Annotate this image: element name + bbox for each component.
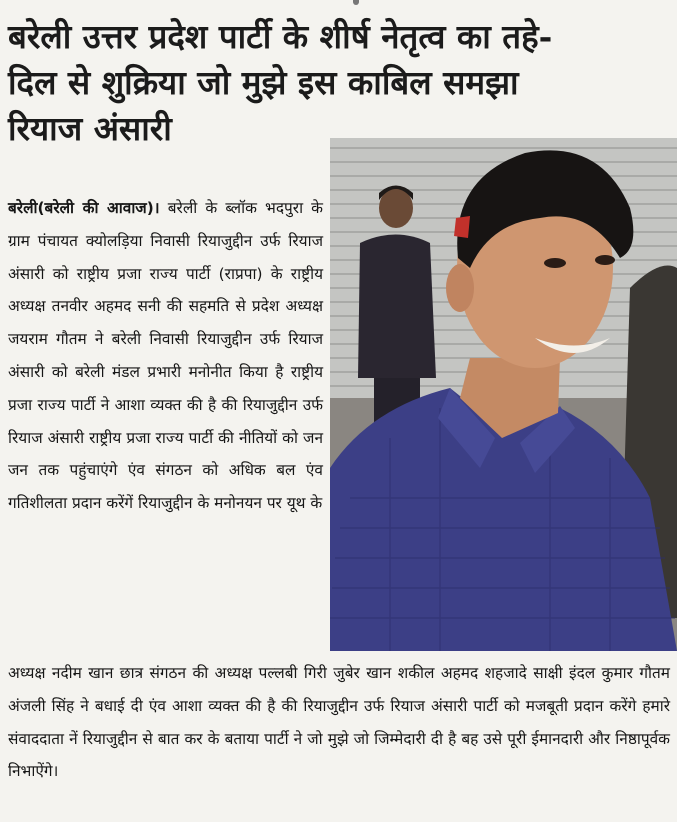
body-column-text: बरेली के ब्लॉक भदपुरा के ग्राम पंचायत क्योलड़िया निवासी रियाजुद्दीन उर्फ रियाज अंसारी को राष्ट्रीय प्रजा राज्य पार्टी (राप्रपा) के राष्ट्रीय अध्यक्ष तनवीर अहमद सनी की सहमति से प्रदेश अध्यक्ष जयराम गौतम ने बरेली निवासी रियाजुद्दीन उर्फ रियाज अंसारी को बरेली मंडल प्रभारी मनोनीत किया है राष्ट्रीय प्रजा राज्य पार्टी ने आशा व्यक्त की है की रियाजुद्दीन उर्फ रियाज अंसारी राष्ट्रीय प्रजा राज्य पार्टी की नीतियों को जन जन तक पहुंचाएंगे एंव संगठन को अधिक बल एंव गतिशीलता प्रदान करेंगें रियाजुद्दीन के मनोनयन पर यूथ के (8, 199, 324, 513)
portrait-illustration (330, 138, 677, 651)
body-full-text: अध्यक्ष नदीम खान छात्र संगठन की अध्यक्ष पल्लबी गिरी जुबेर खान शकील अहमद शहजादे साक्षी इंदल कुमार गौतम अंजली सिंह ने बधाई दी एंव आशा व्यक्त की है की रियाजुद्दीन उर्फ रियाज अंसारी पार्टी को मजबूती प्रदान करेंगे हमारे संवाददाता नें रियाजुद्दीन से बात कर के बताया पार्टी ने जो मुझे जो जिम्मेदारी दी है बह उसे पूरी ईमानदारी और निष्ठापूर्वक निभाऐंगे। (8, 664, 670, 781)
headline-line-1: बरेली उत्तर प्रदेश पार्टी के शीर्ष नेतृत्व का तहे- (8, 17, 553, 56)
article-body-full-width (8, 657, 670, 788)
portrait-photo (330, 138, 677, 651)
article-body-column (8, 192, 323, 520)
fold-mark (353, 0, 359, 5)
headline-line-3: रियाज अंसारी (8, 109, 172, 148)
dateline: बरेली(बरेली की आवाज)। (8, 199, 160, 217)
headline (8, 14, 668, 152)
headline-line-2: दिल से शुक्रिया जो मुझे इस काबिल समझा (8, 63, 519, 102)
